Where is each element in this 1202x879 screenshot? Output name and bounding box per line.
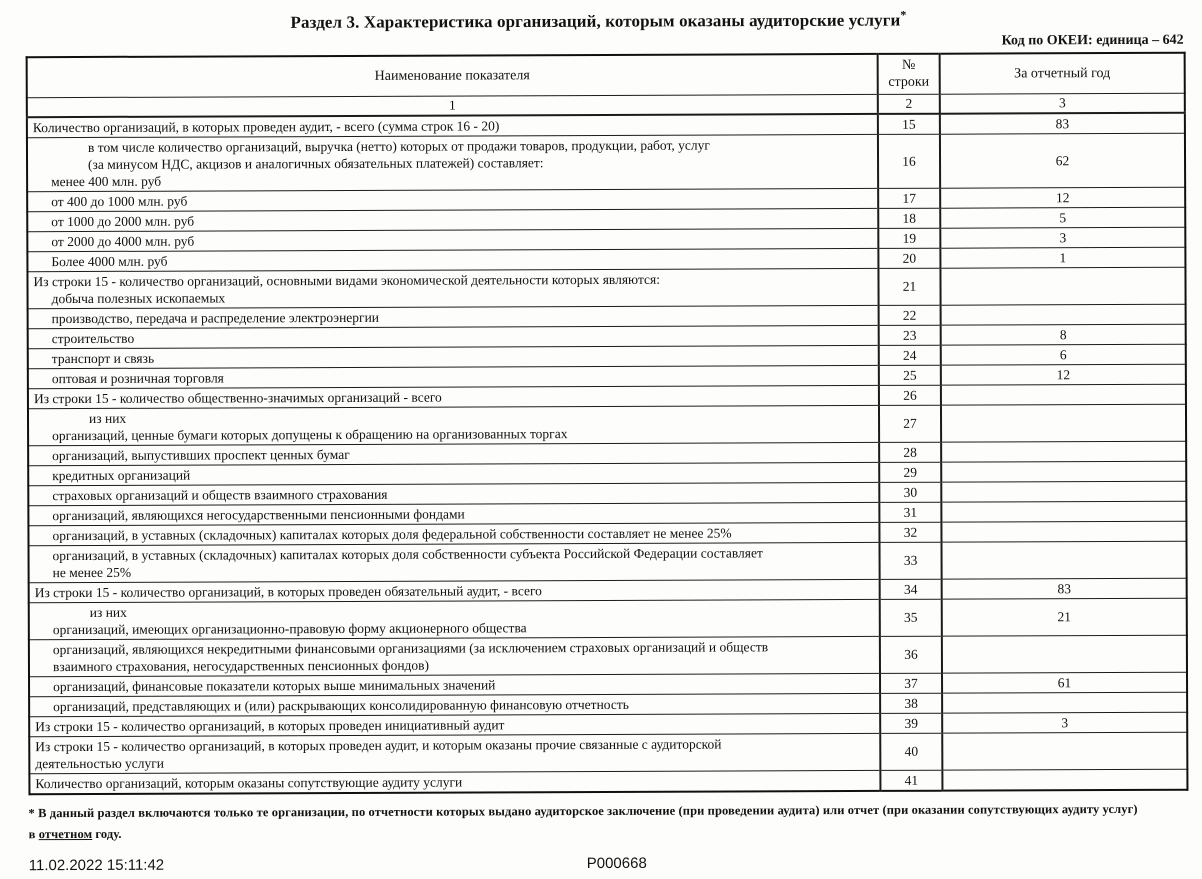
indicator-line: менее 400 млн. руб bbox=[51, 173, 162, 189]
footnote-line-2-pre: в bbox=[28, 826, 39, 841]
table-row bbox=[29, 635, 1187, 676]
value-cell bbox=[941, 404, 1186, 442]
value-cell: 83 bbox=[940, 112, 1185, 133]
column-header-indicator: Наименование показателя bbox=[27, 54, 878, 98]
line-no-cell: 20 bbox=[878, 248, 940, 268]
table-header-row bbox=[27, 52, 1185, 97]
indicator-cell bbox=[29, 636, 880, 676]
value-cell bbox=[941, 501, 1186, 522]
indicator-line: Количество организаций, в которых проведен аудит, - всего (сумма строк 16 - 20) bbox=[32, 118, 500, 135]
indicator-line: из них bbox=[88, 410, 127, 426]
line-no-cell: 28 bbox=[879, 442, 941, 462]
indicator-line: из них bbox=[89, 604, 127, 620]
value-cell: 5 bbox=[940, 207, 1185, 228]
indicator-line: Из строки 15 - количество организаций, в которых проведен инициативный аудит bbox=[35, 717, 505, 734]
indicator-line: строительство bbox=[51, 330, 135, 346]
value-cell: 62 bbox=[940, 133, 1185, 188]
value-cell bbox=[941, 461, 1186, 482]
line-no-cell: 40 bbox=[880, 733, 942, 770]
indicator-line: деятельностью услуги bbox=[35, 755, 165, 771]
indicator-line: страховых организаций и обществ взаимного страхования bbox=[52, 486, 388, 503]
table-row bbox=[29, 598, 1187, 639]
line-no-cell: 34 bbox=[880, 579, 942, 599]
indicator-line: оптовая и розничная торговля bbox=[51, 370, 224, 386]
timestamp: 11.02.2022 15:11:42 bbox=[28, 856, 165, 874]
indicator-cell bbox=[29, 733, 880, 773]
indicator-cell bbox=[27, 268, 878, 308]
value-cell: 12 bbox=[940, 187, 1185, 208]
value-cell: 1 bbox=[940, 247, 1185, 268]
page-title-text: Раздел 3. Характеристика организаций, которым оказаны аудиторские услуги bbox=[290, 10, 901, 32]
indicator-line: Из строки 15 - количество организаций, в которых проведен аудит, и которым оказаны прочие связанные с аудиторской bbox=[35, 736, 722, 754]
indicator-line: (за минусом НДС, акцизов и аналогичных обязательных платежей) составляет: bbox=[88, 154, 544, 172]
footnote-underlined-word: отчетном bbox=[38, 826, 93, 841]
column-header-value: За отчетный год bbox=[940, 52, 1185, 94]
value-cell: 8 bbox=[941, 324, 1186, 345]
line-no-cell: 38 bbox=[880, 693, 942, 713]
line-no-cell: 39 bbox=[880, 713, 942, 733]
value-cell bbox=[941, 304, 1186, 325]
line-no-cell: 19 bbox=[878, 228, 940, 248]
value-cell: 12 bbox=[941, 364, 1186, 385]
line-no-cell: 17 bbox=[878, 188, 940, 208]
page-title bbox=[0, 0, 1199, 34]
value-cell bbox=[941, 441, 1186, 462]
indicator-line: организаций, ценные бумаги которых допущены к обращению на организованных торгах bbox=[52, 425, 568, 443]
line-no-cell: 24 bbox=[879, 345, 941, 365]
column-number-line-no: 2 bbox=[878, 94, 940, 113]
indicator-cell bbox=[28, 405, 879, 445]
value-cell bbox=[942, 769, 1187, 790]
indicator-cell bbox=[27, 134, 878, 191]
value-cell: 6 bbox=[941, 344, 1186, 365]
value-cell bbox=[940, 267, 1185, 305]
line-no-cell: 27 bbox=[879, 405, 941, 442]
line-no-cell: 16 bbox=[878, 134, 940, 188]
line-no-cell: 30 bbox=[879, 482, 941, 502]
okei-code: Код по ОКЕИ: единица – 642 bbox=[1001, 32, 1184, 49]
indicator-line: транспорт и связь bbox=[51, 350, 155, 366]
column-number-value: 3 bbox=[940, 93, 1185, 113]
line-no-cell: 15 bbox=[878, 113, 940, 134]
value-cell: 3 bbox=[942, 712, 1187, 733]
value-cell: 61 bbox=[942, 672, 1187, 693]
indicator-line: Более 4000 млн. руб bbox=[51, 253, 168, 269]
value-cell bbox=[941, 521, 1186, 542]
value-cell bbox=[941, 481, 1186, 502]
column-header-line-no: № строки bbox=[878, 53, 940, 94]
indicator-line: организаций, в уставных (складочных) капиталах которых доля собственности субъекта Российской Федерации составляет bbox=[52, 545, 763, 563]
footnote-line-1: * В данный раздел включаются только те организации, по отчетности которых выдано аудиторское заключение (при проведении аудита) или отчет (при оказании сопутствующих аудиту услуг) bbox=[28, 801, 1138, 820]
footnote-line-2 bbox=[29, 819, 1189, 844]
page-footer bbox=[2, 852, 1202, 879]
table-row bbox=[28, 404, 1186, 445]
table-row bbox=[29, 732, 1187, 773]
indicator-line: Количество организаций, которым оказаны сопутствующие аудиту услуги bbox=[35, 774, 463, 791]
table-body bbox=[27, 112, 1188, 793]
line-no-cell: 35 bbox=[880, 599, 942, 636]
indicator-cell bbox=[29, 542, 880, 582]
value-cell bbox=[941, 541, 1186, 579]
indicator-cell bbox=[29, 770, 880, 794]
table-row bbox=[27, 267, 1185, 308]
line-no-cell: 29 bbox=[879, 462, 941, 482]
value-cell: 83 bbox=[942, 578, 1187, 599]
document-code: P000668 bbox=[586, 854, 647, 872]
line-no-cell: 22 bbox=[879, 305, 941, 325]
table-row bbox=[27, 133, 1185, 191]
indicator-line: взаимного страхования, негосударственных пенсионных фондов) bbox=[52, 657, 430, 674]
value-cell bbox=[942, 692, 1187, 713]
table-row bbox=[29, 541, 1187, 582]
indicator-line: организаций, в уставных (складочных) капиталах которых доля федеральной собственности составляет не менее 25% bbox=[52, 525, 732, 543]
indicator-line: от 2000 до 4000 млн. руб bbox=[51, 233, 195, 249]
line-no-cell: 37 bbox=[880, 673, 942, 693]
value-cell: 21 bbox=[942, 598, 1187, 636]
line-no-cell: 25 bbox=[879, 365, 941, 385]
indicator-line: не менее 25% bbox=[52, 564, 132, 580]
table-row bbox=[29, 769, 1187, 794]
characteristics-table bbox=[26, 51, 1189, 794]
indicator-line: в том числе количество организаций, выручка (нетто) которых от продажи товаров, продукции, работ, услуг bbox=[87, 137, 710, 155]
indicator-line: от 1000 до 2000 млн. руб bbox=[51, 213, 195, 229]
footnote-asterisk: * bbox=[900, 7, 907, 22]
column-number-indicator: 1 bbox=[27, 95, 878, 117]
indicator-line: организаций, выпустивших проспект ценных бумаг bbox=[52, 446, 350, 463]
value-cell: 3 bbox=[940, 227, 1185, 248]
footnote-line-2-post: году. bbox=[92, 826, 122, 841]
indicator-line: кредитных организаций bbox=[52, 467, 191, 483]
indicator-line: Из строки 15 - количество организаций, в которых проведен обязательный аудит, - всего bbox=[34, 582, 542, 600]
value-cell bbox=[942, 732, 1187, 770]
indicator-line: организаций, являющихся негосударственными пенсионными фондами bbox=[52, 506, 465, 523]
line-no-cell: 23 bbox=[879, 325, 941, 345]
indicator-line: от 400 до 1000 млн. руб bbox=[51, 193, 188, 209]
indicator-line: организаций, финансовые показатели которых выше минимальных значений bbox=[53, 677, 496, 694]
indicator-line: организаций, имеющих организационно-правовую форму акционерного общества bbox=[52, 619, 527, 637]
line-no-cell: 31 bbox=[879, 502, 941, 522]
indicator-line: производство, передача и распределение электроэнергии bbox=[51, 309, 380, 326]
value-cell bbox=[942, 635, 1187, 673]
indicator-cell bbox=[29, 599, 880, 639]
line-no-cell: 32 bbox=[879, 522, 941, 542]
indicator-line: организаций, представляющих и (или) раскрывающих консолидированную финансовую отчетность bbox=[53, 696, 629, 714]
line-no-cell: 41 bbox=[880, 770, 942, 791]
footnote bbox=[28, 798, 1188, 844]
line-no-cell: 33 bbox=[879, 542, 941, 579]
indicator-line: организаций, являющихся некредитными финансовыми организациями (за исключением страховых организаций и обществ bbox=[52, 639, 769, 657]
indicator-line: Из строки 15 - количество общественно-значимых организаций - всего bbox=[33, 389, 442, 406]
indicator-line: добыча полезных ископаемых bbox=[51, 290, 226, 306]
line-no-cell: 36 bbox=[880, 636, 942, 673]
indicator-line: Из строки 15 - количество организаций, основными видами экономической деятельности которых являются: bbox=[33, 271, 660, 289]
line-no-cell: 18 bbox=[878, 208, 940, 228]
line-no-cell: 26 bbox=[879, 385, 941, 405]
line-no-cell: 21 bbox=[878, 268, 940, 305]
value-cell bbox=[941, 384, 1186, 405]
